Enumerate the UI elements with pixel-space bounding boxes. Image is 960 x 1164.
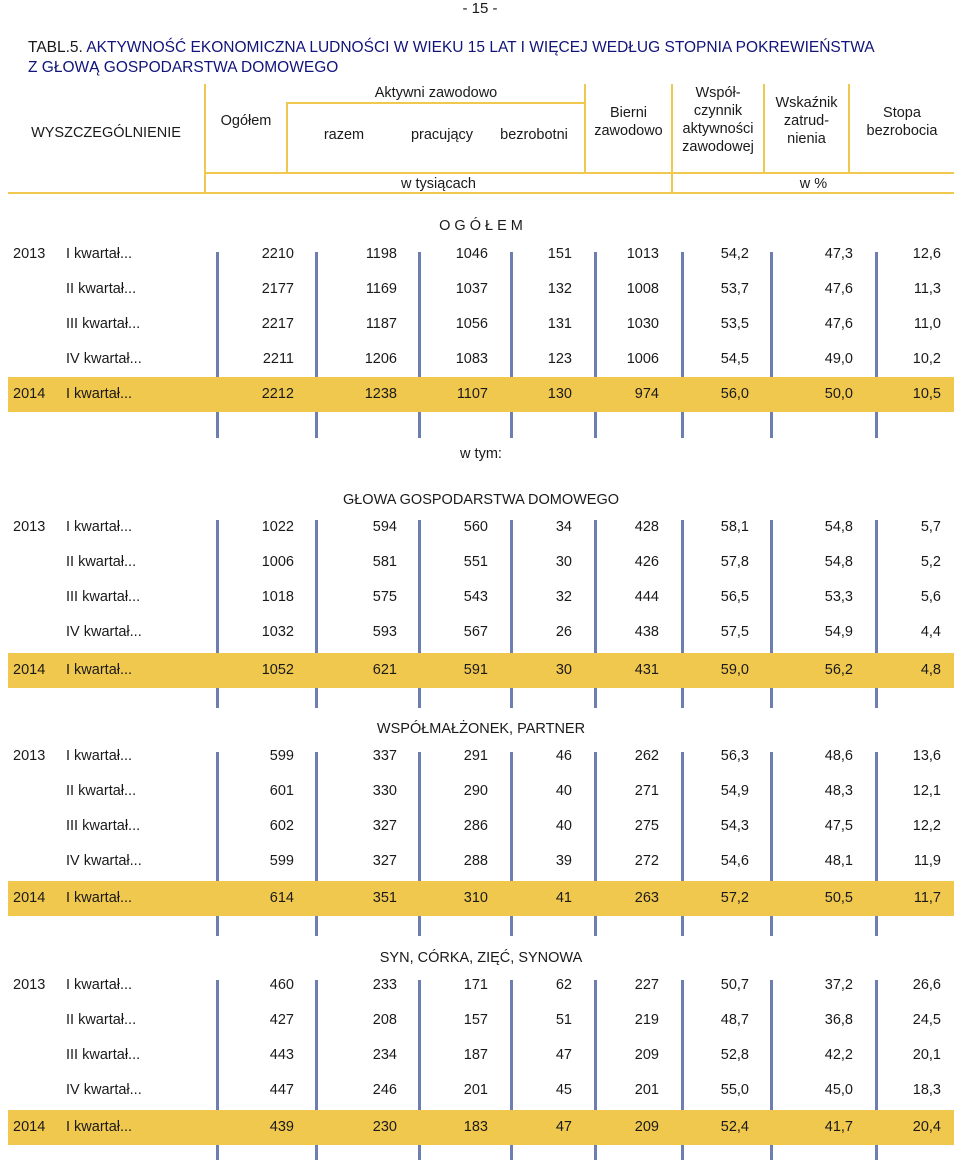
row-value: 1030 <box>626 316 659 332</box>
row-value: 48,3 <box>824 783 853 799</box>
row-value: 58,1 <box>720 519 749 535</box>
row-value: 551 <box>463 554 488 570</box>
row-quarter: I kwartał... <box>66 890 133 906</box>
row-value: 45 <box>555 1082 572 1098</box>
row-value: 330 <box>372 783 397 799</box>
row-quarter: I kwartał... <box>66 519 133 535</box>
row-value: 444 <box>634 589 659 605</box>
row-value: 45,0 <box>824 1082 853 1098</box>
row-value: 30 <box>555 662 572 678</box>
row-value: 4,4 <box>920 624 941 640</box>
row-value: 1022 <box>261 519 294 535</box>
row-value: 50,7 <box>720 977 749 993</box>
table-row <box>8 377 954 412</box>
row-value: 1006 <box>261 554 294 570</box>
row-value: 327 <box>372 818 397 834</box>
row-value: 50,0 <box>824 386 853 402</box>
row-quarter: III kwartał... <box>66 818 141 834</box>
row-value: 41 <box>555 890 572 906</box>
row-value: 51 <box>555 1012 572 1028</box>
row-quarter: II kwartał... <box>66 783 137 799</box>
row-value: 543 <box>463 589 488 605</box>
row-value: 41,7 <box>824 1119 853 1135</box>
row-value: 575 <box>372 589 397 605</box>
row-value: 1018 <box>261 589 294 605</box>
row-value: 443 <box>269 1047 294 1063</box>
row-value: 47,6 <box>824 316 853 332</box>
row-value: 46 <box>555 748 572 764</box>
row-value: 581 <box>372 554 397 570</box>
row-value: 37,2 <box>824 977 853 993</box>
row-value: 56,2 <box>824 662 853 678</box>
row-value: 1206 <box>364 351 397 367</box>
row-value: 1169 <box>365 281 397 297</box>
row-value: 438 <box>634 624 659 640</box>
row-year: 2013 <box>13 977 46 993</box>
table-header <box>8 84 954 194</box>
header-specification: WYSZCZEGÓLNIENIE <box>31 125 181 141</box>
section-title: O G Ó Ł E M <box>439 218 523 234</box>
row-year: 2013 <box>13 519 46 535</box>
row-value: 327 <box>372 853 397 869</box>
row-value: 57,8 <box>720 554 749 570</box>
row-quarter: I kwartał... <box>66 246 133 262</box>
row-value: 1187 <box>365 316 397 332</box>
row-value: 40 <box>555 818 572 834</box>
row-value: 2212 <box>261 386 294 402</box>
row-value: 621 <box>372 662 397 678</box>
row-quarter: I kwartał... <box>66 977 133 993</box>
row-value: 56,0 <box>720 386 749 402</box>
row-value: 614 <box>269 890 294 906</box>
row-value: 13,6 <box>912 748 941 764</box>
table-row <box>8 1038 954 1073</box>
row-value: 290 <box>463 783 488 799</box>
row-value: 1083 <box>455 351 488 367</box>
table-row <box>8 809 954 844</box>
row-quarter: I kwartał... <box>66 386 133 402</box>
row-value: 2211 <box>262 351 294 367</box>
header-bierni: Bierni zawodowo <box>594 105 663 139</box>
row-value: 123 <box>547 351 572 367</box>
row-value: 132 <box>547 281 572 297</box>
row-value: 447 <box>269 1082 294 1098</box>
row-value: 52,4 <box>720 1119 749 1135</box>
row-value: 48,7 <box>720 1012 749 1028</box>
row-value: 351 <box>372 890 397 906</box>
row-quarter: III kwartał... <box>66 316 141 332</box>
row-value: 209 <box>634 1119 659 1135</box>
table-row <box>8 307 954 342</box>
row-value: 54,5 <box>720 351 749 367</box>
row-value: 26 <box>555 624 572 640</box>
row-value: 30 <box>555 554 572 570</box>
table-title-line-1 <box>28 38 875 58</box>
row-value: 59,0 <box>720 662 749 678</box>
row-value: 34 <box>555 519 572 535</box>
row-value: 11,0 <box>913 316 941 332</box>
row-quarter: III kwartał... <box>66 589 141 605</box>
table-row <box>8 1110 954 1145</box>
header-divider <box>204 172 954 174</box>
table-label: TABL.5. <box>28 39 83 56</box>
row-value: 1056 <box>455 316 488 332</box>
row-value: 230 <box>372 1119 397 1135</box>
table-row <box>8 1003 954 1038</box>
row-value: 2210 <box>261 246 294 262</box>
row-value: 1037 <box>455 281 488 297</box>
row-value: 20,4 <box>912 1119 941 1135</box>
row-value: 53,3 <box>824 589 853 605</box>
row-value: 11,3 <box>913 281 941 297</box>
row-value: 53,5 <box>720 316 749 332</box>
row-value: 974 <box>634 386 659 402</box>
row-value: 227 <box>634 977 659 993</box>
row-value: 271 <box>634 783 659 799</box>
table-row <box>8 580 954 615</box>
row-value: 246 <box>372 1082 397 1098</box>
row-value: 431 <box>634 662 659 678</box>
row-value: 219 <box>634 1012 659 1028</box>
table-title-text: AKTYWNOŚĆ EKONOMICZNA LUDNOŚCI W WIEKU 15 LAT I WIĘCEJ WEDŁUG STOPNIA POKREWIEŃSTWA <box>86 39 875 56</box>
row-value: 460 <box>269 977 294 993</box>
row-value: 54,8 <box>824 519 853 535</box>
row-value: 593 <box>372 624 397 640</box>
row-quarter: IV kwartał... <box>66 853 142 869</box>
row-value: 201 <box>463 1082 488 1098</box>
row-year: 2013 <box>13 246 46 262</box>
row-value: 183 <box>463 1119 488 1135</box>
section-title: SYN, CÓRKA, ZIĘĆ, SYNOWA <box>379 950 583 966</box>
row-quarter: II kwartał... <box>66 281 137 297</box>
table-row <box>8 342 954 377</box>
row-quarter: IV kwartał... <box>66 1082 142 1098</box>
row-quarter: I kwartał... <box>66 662 133 678</box>
row-value: 11,9 <box>913 853 941 869</box>
table-row <box>8 968 954 1003</box>
row-value: 275 <box>634 818 659 834</box>
row-value: 4,8 <box>920 662 941 678</box>
table-row <box>8 272 954 307</box>
page-number: - 15 - <box>462 0 498 17</box>
row-value: 2177 <box>261 281 294 297</box>
row-value: 591 <box>463 662 488 678</box>
row-value: 291 <box>463 748 488 764</box>
row-year: 2014 <box>13 386 46 402</box>
header-divider <box>286 102 288 174</box>
row-value: 272 <box>634 853 659 869</box>
table-row <box>8 653 954 688</box>
row-value: 567 <box>463 624 488 640</box>
row-value: 1013 <box>626 246 659 262</box>
row-value: 54,9 <box>824 624 853 640</box>
row-year: 2013 <box>13 748 46 764</box>
row-value: 1107 <box>456 386 488 402</box>
row-value: 5,6 <box>920 589 941 605</box>
row-value: 131 <box>547 316 572 332</box>
row-year: 2014 <box>13 890 46 906</box>
header-bezrobotni: bezrobotni <box>500 127 568 143</box>
row-value: 201 <box>634 1082 659 1098</box>
row-value: 594 <box>372 519 397 535</box>
table-row <box>8 510 954 545</box>
row-value: 2217 <box>261 316 294 332</box>
row-value: 209 <box>634 1047 659 1063</box>
row-value: 1238 <box>364 386 397 402</box>
row-value: 1032 <box>261 624 294 640</box>
header-wspolczynnik: Współ- czynnik aktywności zawodowej <box>682 85 754 155</box>
row-quarter: II kwartał... <box>66 1012 137 1028</box>
table-row <box>8 844 954 879</box>
row-value: 12,2 <box>912 818 941 834</box>
row-value: 601 <box>269 783 294 799</box>
row-value: 10,5 <box>912 386 941 402</box>
row-value: 54,9 <box>720 783 749 799</box>
row-value: 427 <box>269 1012 294 1028</box>
row-value: 337 <box>372 748 397 764</box>
row-value: 24,5 <box>912 1012 941 1028</box>
row-value: 263 <box>634 890 659 906</box>
row-value: 1006 <box>626 351 659 367</box>
header-wskaznik: Wskaźnik zatrud- nienia <box>775 95 838 147</box>
row-value: 57,2 <box>720 890 749 906</box>
row-value: 208 <box>372 1012 397 1028</box>
row-value: 53,7 <box>720 281 749 297</box>
row-value: 187 <box>463 1047 488 1063</box>
row-value: 50,5 <box>824 890 853 906</box>
row-value: 54,6 <box>720 853 749 869</box>
row-quarter: II kwartał... <box>66 554 137 570</box>
row-value: 157 <box>463 1012 488 1028</box>
row-value: 151 <box>547 246 572 262</box>
row-value: 57,5 <box>720 624 749 640</box>
header-pracujacy: pracujący <box>410 127 474 143</box>
row-value: 1198 <box>365 246 397 262</box>
row-value: 1008 <box>626 281 659 297</box>
row-value: 11,7 <box>913 890 941 906</box>
row-value: 32 <box>555 589 572 605</box>
row-value: 426 <box>634 554 659 570</box>
row-value: 599 <box>269 748 294 764</box>
table-row <box>8 545 954 580</box>
row-value: 56,5 <box>720 589 749 605</box>
header-divider <box>286 102 584 104</box>
row-value: 20,1 <box>912 1047 941 1063</box>
row-value: 26,6 <box>912 977 941 993</box>
row-value: 602 <box>269 818 294 834</box>
row-value: 52,8 <box>720 1047 749 1063</box>
row-value: 62 <box>555 977 572 993</box>
table-title <box>28 38 875 78</box>
table-row <box>8 237 954 272</box>
row-value: 40 <box>555 783 572 799</box>
header-razem: razem <box>323 127 365 143</box>
row-value: 49,0 <box>824 351 853 367</box>
row-value: 310 <box>463 890 488 906</box>
row-year: 2014 <box>13 1119 46 1135</box>
row-value: 54,8 <box>824 554 853 570</box>
row-value: 233 <box>372 977 397 993</box>
row-value: 234 <box>372 1047 397 1063</box>
row-value: 10,2 <box>912 351 941 367</box>
row-value: 47 <box>555 1119 572 1135</box>
header-total: Ogółem <box>220 113 272 129</box>
section-title: w tym: <box>460 446 502 462</box>
row-value: 12,1 <box>912 783 941 799</box>
row-quarter: I kwartał... <box>66 1119 133 1135</box>
row-quarter: IV kwartał... <box>66 351 142 367</box>
row-value: 288 <box>463 853 488 869</box>
row-value: 47 <box>555 1047 572 1063</box>
table-row <box>8 774 954 809</box>
row-value: 12,6 <box>912 246 941 262</box>
table-title-line-2: Z GŁOWĄ GOSPODARSTWA DOMOWEGO <box>28 59 339 76</box>
row-value: 1046 <box>455 246 488 262</box>
header-stopa: Stopa bezrobocia <box>866 105 938 139</box>
row-value: 5,7 <box>920 519 941 535</box>
row-value: 48,1 <box>824 853 853 869</box>
row-value: 599 <box>269 853 294 869</box>
row-quarter: III kwartał... <box>66 1047 141 1063</box>
table-row <box>8 881 954 916</box>
table-row <box>8 615 954 650</box>
row-value: 56,3 <box>720 748 749 764</box>
header-unit-thousands: w tysiącach <box>401 176 476 192</box>
row-value: 171 <box>463 977 488 993</box>
row-value: 47,5 <box>824 818 853 834</box>
row-quarter: I kwartał... <box>66 748 133 764</box>
table-row <box>8 739 954 774</box>
row-value: 130 <box>547 386 572 402</box>
row-value: 5,2 <box>920 554 941 570</box>
row-value: 439 <box>269 1119 294 1135</box>
row-value: 560 <box>463 519 488 535</box>
row-value: 262 <box>634 748 659 764</box>
row-value: 47,6 <box>824 281 853 297</box>
row-value: 54,3 <box>720 818 749 834</box>
row-value: 18,3 <box>912 1082 941 1098</box>
row-value: 39 <box>555 853 572 869</box>
row-value: 42,2 <box>824 1047 853 1063</box>
section-title: GŁOWA GOSPODARSTWA DOMOWEGO <box>342 492 620 508</box>
row-value: 48,6 <box>824 748 853 764</box>
row-year: 2014 <box>13 662 46 678</box>
table-row <box>8 1073 954 1108</box>
row-value: 1052 <box>261 662 294 678</box>
row-quarter: IV kwartał... <box>66 624 142 640</box>
header-active-group: Aktywni zawodowo <box>374 85 498 101</box>
row-value: 428 <box>634 519 659 535</box>
row-value: 54,2 <box>720 246 749 262</box>
row-value: 286 <box>463 818 488 834</box>
row-value: 36,8 <box>824 1012 853 1028</box>
header-unit-percent: w % <box>799 176 828 192</box>
row-value: 55,0 <box>720 1082 749 1098</box>
section-title: WSPÓŁMAŁŻONEK, PARTNER <box>376 721 586 737</box>
row-value: 47,3 <box>824 246 853 262</box>
